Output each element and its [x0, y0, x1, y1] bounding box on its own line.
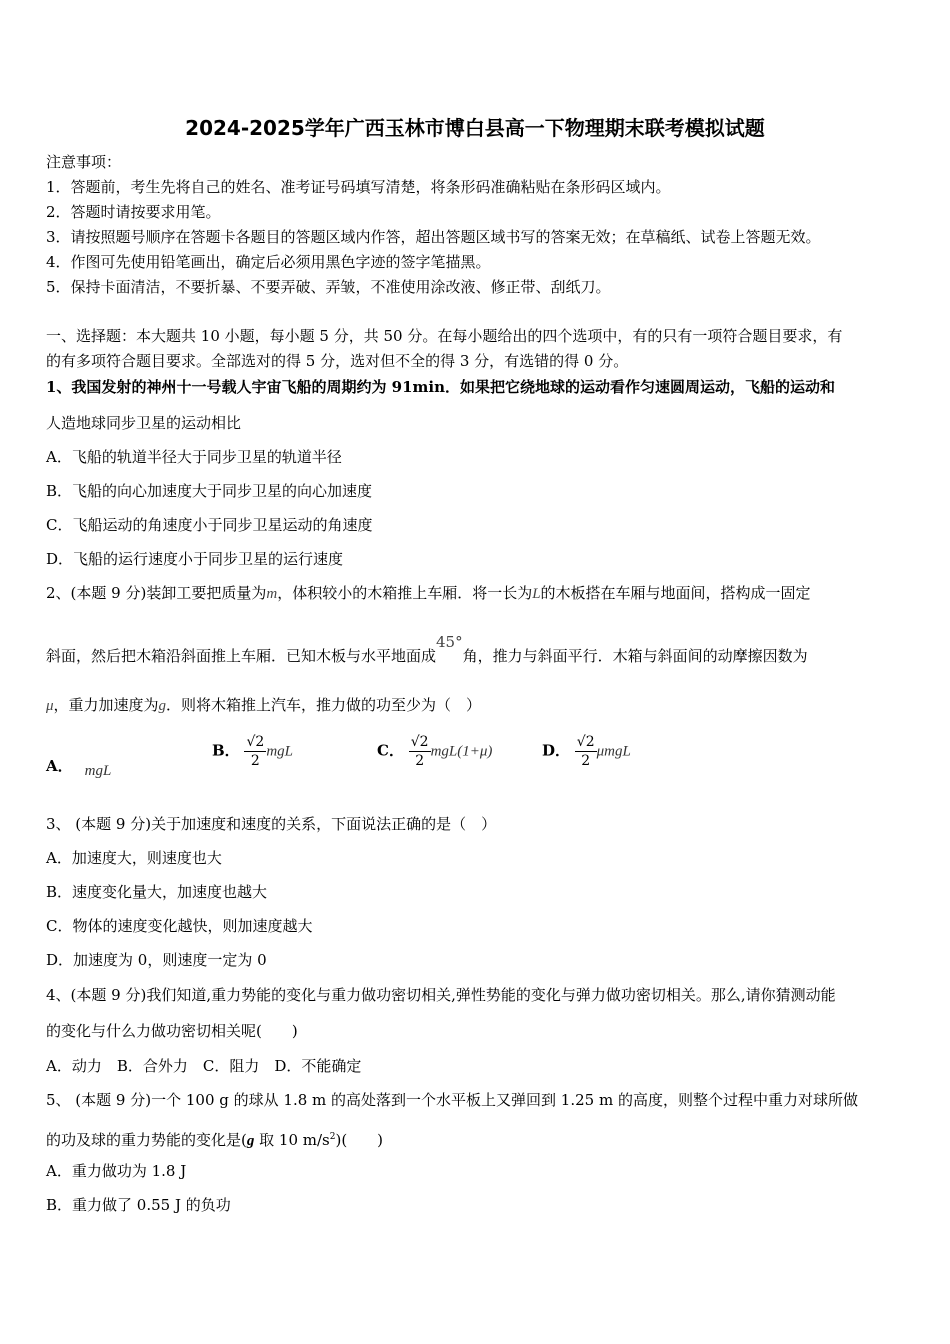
- q3-option-d: D．加速度为 0，则速度一定为 0: [46, 951, 267, 969]
- q2-var-g: g: [158, 698, 167, 714]
- sqrt-radicand: 2: [255, 734, 265, 750]
- q5-option-b: B．重力做了 0.55 J 的负功: [46, 1196, 231, 1214]
- q1-stem-line2: 人造地球同步卫星的运动相比: [46, 414, 242, 432]
- q2-text: 的木板搭在车厢与地面间，搭构成一固定: [540, 584, 811, 602]
- q1-stem-line1: 1、我国发射的神州十一号载人宇宙飞船的周期约为 91min．如果把它绕地球的运动看作匀速圆周运动，飞船的运动和: [46, 378, 836, 396]
- q2-var-m: m: [266, 586, 278, 602]
- fraction-denominator: 2: [581, 753, 591, 769]
- notice-heading: 注意事项：: [46, 153, 122, 171]
- q2-text: 角，推力与斜面平行．木箱与斜面间的动摩擦因数为: [462, 647, 808, 665]
- q2-text: ，体积较小的木箱推上车厢．将一长为: [277, 584, 533, 602]
- option-expression: μmgL: [596, 743, 631, 760]
- q5-superscript: 2: [329, 1132, 336, 1142]
- q2-text: ，重力加速度为: [53, 696, 159, 714]
- fraction: $\frac{√2}{2}$: [246, 734, 265, 769]
- q3-option-c: C．物体的速度变化越快，则加速度越大: [46, 917, 313, 935]
- option-expression: mgL: [84, 763, 112, 779]
- q1-option-d: D．飞船的运行速度小于同步卫星的运行速度: [46, 550, 344, 568]
- option-label: B．: [212, 741, 240, 760]
- q5-stem-line2: [46, 1127, 383, 1151]
- q4-options: A．动力 B．合外力 C．阻力 D．不能确定: [46, 1057, 362, 1075]
- q2-text: ．则将木箱推上汽车，推力做的功至少为（ ）: [166, 696, 482, 714]
- page-title: 2024-2025学年广西玉林市博白县高一下物理期末联考模拟试题: [185, 116, 765, 140]
- q2-stem-line1: [46, 583, 811, 604]
- fraction: $\frac{√2}{2}$: [576, 734, 595, 769]
- fraction-denominator: 2: [250, 753, 260, 769]
- fraction-denominator: 2: [415, 753, 425, 769]
- q2-text: 2、(本题 9 分)装卸工要把质量为: [46, 584, 267, 602]
- notice-item: 5．保持卡面清洁，不要折暴、不要弄破、弄皱，不准使用涂改液、修正带、刮纸刀。: [46, 278, 611, 296]
- option-label: D．: [542, 741, 571, 760]
- q2-stem-line2: [46, 633, 808, 666]
- q2-text: 斜面，然后把木箱沿斜面推上车厢．已知木板与水平地面成: [46, 647, 437, 665]
- q4-stem-line2: 的变化与什么力做功密切相关呢( ): [46, 1022, 298, 1040]
- section-instructions-line2: 的有多项符合题目要求。全部选对的得 5 分，选对但不全的得 3 分，有选错的得 0 分。: [46, 352, 629, 370]
- q2-option-a: [46, 755, 112, 779]
- notice-item: 4．作图可先使用铅笔画出，确定后必须用黑色字迹的签字笔描黑。: [46, 253, 491, 271]
- q2-stem-line3: [46, 695, 481, 716]
- q2-option-c: [377, 733, 492, 770]
- q3-option-b: B．速度变化量大，加速度也越大: [46, 883, 268, 901]
- q2-angle: 45°: [436, 633, 463, 651]
- section-instructions-line1: 一、选择题：本大题共 10 小题，每小题 5 分，共 50 分。在每小题给出的四个选项中，有的只有一项符合题目要求，有: [46, 327, 843, 345]
- q5-var-g: g: [246, 1133, 255, 1149]
- q5-option-a: A．重力做功为 1.8 J: [46, 1162, 187, 1180]
- notice-item: 1．答题前，考生先将自己的姓名、准考证号码填写清楚，将条形码准确粘贴在条形码区域内。: [46, 178, 671, 196]
- q3-stem: 3、 (本题 9 分)关于加速度和速度的关系，下面说法正确的是（ ）: [46, 815, 497, 833]
- q5-text: 的功及球的重力势能的变化是(: [46, 1131, 247, 1149]
- fraction: $\frac{√2}{2}$: [410, 734, 429, 769]
- option-label: A．: [46, 757, 73, 775]
- q2-var-mu: μ: [46, 698, 54, 714]
- option-expression: mgL(1+μ): [430, 743, 493, 760]
- sqrt-radicand: 2: [419, 734, 429, 750]
- notice-item: 2．答题时请按要求用笔。: [46, 203, 221, 221]
- sqrt-radicand: 2: [585, 734, 595, 750]
- q5-stem-line1: 5、 (本题 9 分)一个 100 g 的球从 1.8 m 的高处落到一个水平板上又弹回到 1.25 m 的高度，则整个过程中重力对球所做: [46, 1091, 858, 1109]
- q3-option-a: A．加速度大，则速度也大: [46, 849, 222, 867]
- q1-option-b: B．飞船的向心加速度大于同步卫星的向心加速度: [46, 482, 373, 500]
- q5-text: 取 10 m/s: [254, 1131, 330, 1149]
- option-expression: mgL: [266, 743, 293, 760]
- q1-option-a: A．飞船的轨道半径大于同步卫星的轨道半径: [46, 448, 342, 466]
- q5-text: )( ): [335, 1131, 384, 1149]
- q2-var-L: L: [532, 586, 541, 602]
- option-label: C．: [377, 741, 404, 760]
- q4-stem-line1: 4、(本题 9 分)我们知道,重力势能的变化与重力做功密切相关,弹性势能的变化与弹力做功密切相关。那么,请你猜测动能: [46, 986, 836, 1004]
- q2-option-d: [542, 733, 631, 770]
- q1-option-c: C．飞船运动的角速度小于同步卫星运动的角速度: [46, 516, 373, 534]
- notice-item: 3．请按照题号顺序在答题卡各题目的答题区域内作答，超出答题区域书写的答案无效；在草稿纸、试卷上答题无效。: [46, 228, 821, 246]
- q2-option-b: [212, 733, 293, 770]
